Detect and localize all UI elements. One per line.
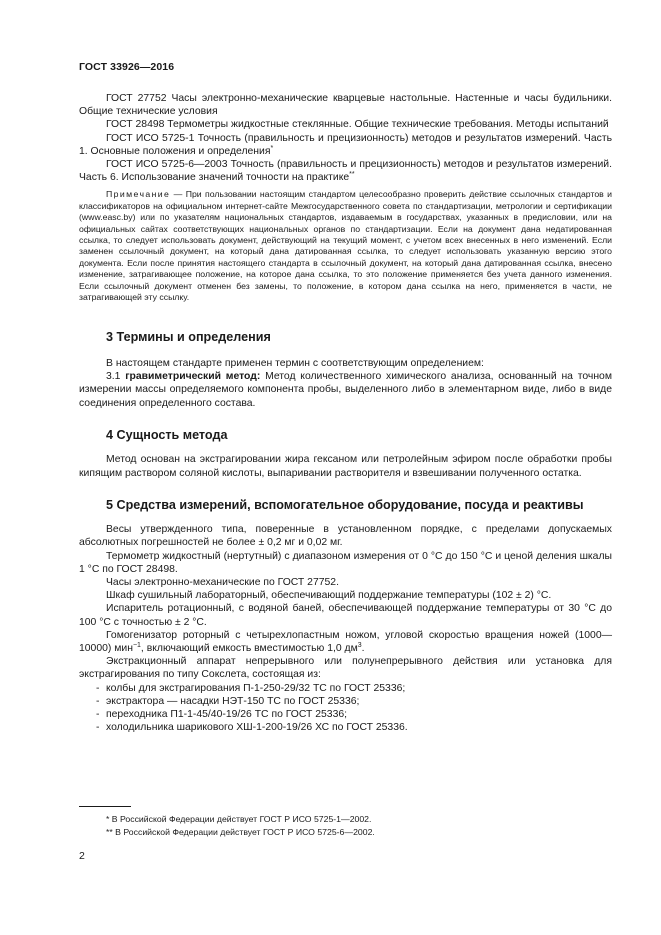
term-name: гравиметрический метод: — [125, 371, 261, 383]
list-item-text: холодильника шарикового ХШ-1-200-19/26 ХС по ГОСТ 25336. — [106, 722, 408, 734]
note-paragraph — [79, 189, 612, 303]
apparatus-parts-list — [79, 682, 612, 735]
ref-iso-5725-1-text: ГОСТ ИСО 5725-1 Точность (правильность и прецизионность) методов и результатов измерений. Часть 1. Основные положения и определения — [79, 132, 612, 157]
term-definition-text: Метод количественного химического анализа, основанный на точном измерении массы определяемого компонента пробы, выделенного либо в элементарном виде, либо в виде соединения определенного состава. — [79, 371, 612, 409]
equipment-drying-oven: Шкаф сушильный лабораторный, обеспечивающий поддержание температуры (102 ± 2) °С. — [106, 590, 552, 602]
list-item-text: колбы для экстрагирования П-1-250-29/32 ТС по ГОСТ 25336; — [106, 682, 406, 694]
footnote-1: * В Российской Федерации действует ГОСТ Р ИСО 5725-1—2002. — [106, 814, 372, 824]
normative-references — [79, 92, 612, 184]
section-3-intro: В настоящем стандарте применен термин с соответствующим определением: — [106, 357, 484, 369]
footnote-marker-2: ** — [349, 171, 355, 179]
footnote-marker-1: * — [270, 144, 274, 152]
note-label: Примечание — [106, 189, 171, 200]
ref-iso-5725-6 — [79, 158, 612, 184]
homogenizer-text-a: Гомогенизатор роторный с четырехлопастным ножом, угловой скоростью вращения ножей (1000—10000) мин — [79, 629, 612, 655]
footnotes — [79, 813, 612, 839]
homogenizer-text-c: . — [361, 643, 365, 655]
list-dash: - — [96, 709, 100, 721]
page-content — [79, 92, 612, 734]
term-definition — [79, 370, 612, 410]
ref-gost-28498: ГОСТ 28498 Термометры жидкостные стеклянные. Общие технические требования. Методы испытаний — [106, 119, 609, 131]
section-3-heading: 3 Термины и определения — [106, 330, 271, 345]
homogenizer-sup-1: −1 — [132, 642, 141, 650]
equipment-rotary-evaporator: Испаритель ротационный, с водяной баней, обеспечивающей поддержание температуры от 30 °С до 100 °С с точностью ± 2 °С. — [79, 603, 612, 628]
equipment-homogenizer — [79, 629, 612, 655]
section-5-heading: 5 Средства измерений, вспомогательное оборудование, посуда и реактивы — [106, 497, 584, 512]
note-block — [79, 189, 612, 303]
list-dash: - — [96, 722, 100, 734]
running-header: ГОСТ 33926—2016 — [79, 61, 175, 73]
page-number: 2 — [79, 850, 85, 862]
equipment-clock: Часы электронно-механические по ГОСТ 27752. — [106, 577, 339, 589]
list-item — [79, 708, 612, 721]
ref-gost-27752: ГОСТ 27752 Часы электронно-механические кварцевые настольные. Настенные и часы будильники. Общие технические условия — [79, 93, 612, 118]
footnote-divider — [79, 806, 131, 807]
homogenizer-sup-2: 3 — [357, 642, 362, 650]
list-item — [79, 695, 612, 708]
ref-iso-5725-6-text: ГОСТ ИСО 5725-6—2003 Точность (правильность и прецизионность) методов и результатов измерений. Часть 6. Использование значений точности на практике — [79, 159, 612, 184]
list-item-text: переходника П1-1-45/40-19/26 ТС по ГОСТ 25336; — [106, 709, 348, 721]
section-4-text: Метод основан на экстрагировании жира гексаном или петролейным эфиром после обработки пробы кипящим раствором соляной кислоты, выпаривании растворителя и взвешивании полученного остатка. — [79, 454, 612, 479]
ref-iso-5725-1 — [79, 132, 612, 158]
footnote-2: ** В Российской Федерации действует ГОСТ Р ИСО 5725-6—2002. — [106, 827, 375, 837]
section-4-heading: 4 Сущность метода — [106, 427, 228, 442]
equipment-scales: Весы утвержденного типа, поверенные в установленном порядке, с пределами допускаемых абсолютных погрешностей не более ± 0,2 мг и 0,02 мг. — [79, 524, 612, 549]
note-text: — При пользовании настоящим стандартом целесообразно проверить действие ссылочных стандартов и классификаторов на официальном интернет-сайте Межгосударственного совета по стандартизации, метрологии и сертификации (www.easc.by) или по указателям национальных стандартов, издаваемым в государствах, указанных в предисловии, или на официальных сайтах соответствующих национальных органов по стандартизации. Если на документ дана недатированная ссылка, то следует использовать документ, действующий на текущий момент, с учетом всех внесенных в него изменений. Если заменен ссылочный документ, на который дана датированная ссылка, то следует использовать указанную версию этого документа. Если после принятия настоящего стандарта в ссылочный документ, на который дана датированная ссылка, внесено изменение, затрагивающее положение, на которое дана ссылка, то это положение применяется без учета данного изменения. Если ссылочный документ отменен без замены, то положение, в котором дана ссылка на него, применяется в части, не затрагивающей эту ссылку. — [79, 189, 612, 303]
list-item — [79, 682, 612, 695]
homogenizer-text-b: , включающий емкость вместимостью 1,0 дм — [140, 643, 358, 655]
list-dash: - — [96, 682, 100, 694]
list-item-text: экстрактора — насадки НЭТ-150 ТС по ГОСТ 25336; — [106, 695, 360, 707]
equipment-extraction-apparatus: Экстракционный аппарат непрерывного или полунепрерывного действия или установка для экстрагирования по типу Сокслета, состоящая из: — [79, 656, 612, 681]
equipment-thermometer: Термометр жидкостный (нертутный) с диапазоном измерения от 0 °С до 150 °С и ценой деления шкалы 1 °С по ГОСТ 28498. — [79, 550, 612, 575]
term-number: 3.1 — [106, 371, 126, 383]
list-dash: - — [96, 695, 100, 707]
list-item — [79, 721, 612, 734]
